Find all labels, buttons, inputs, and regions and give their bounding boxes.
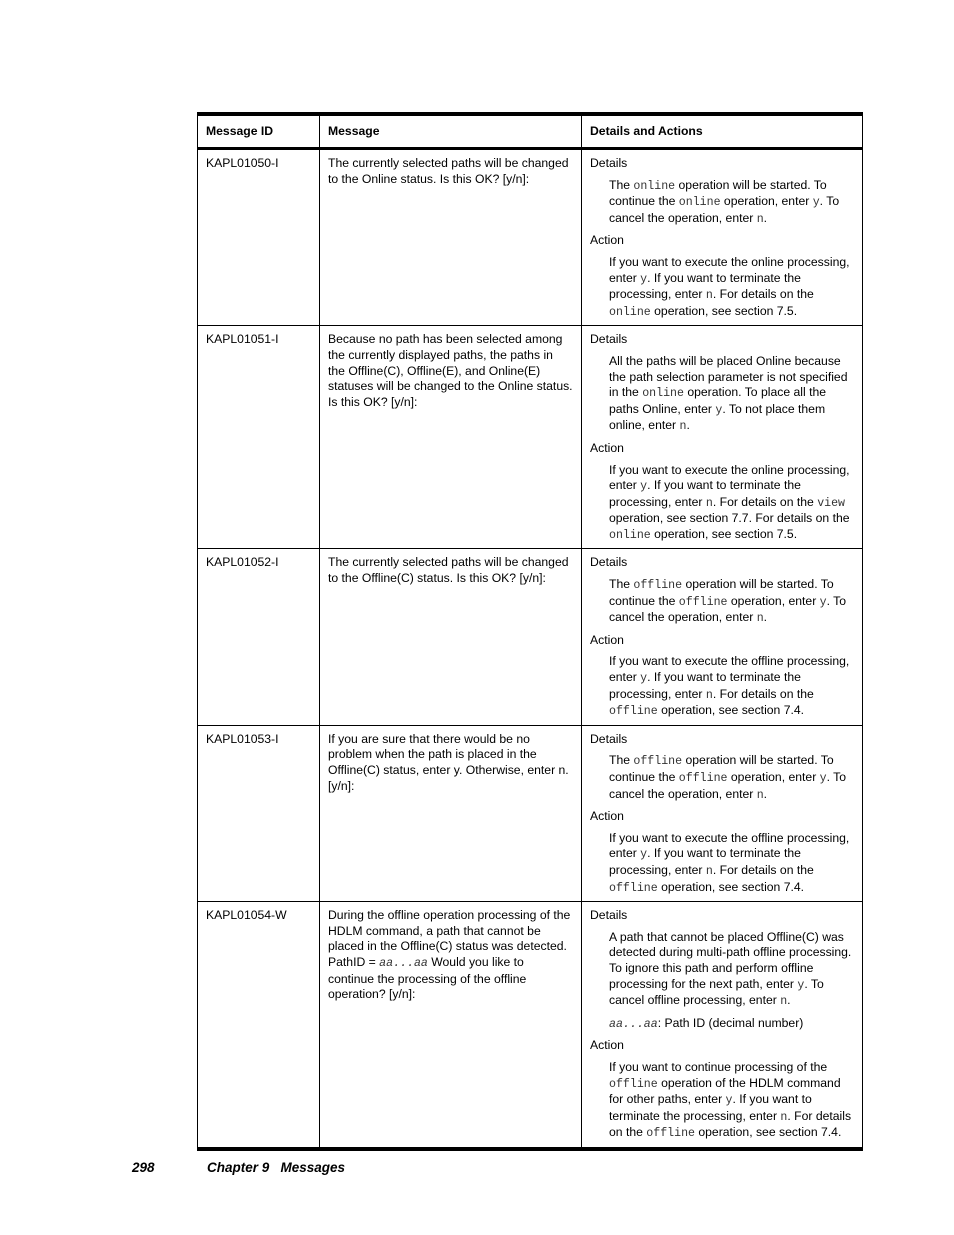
- details-actions-cell: [582, 902, 863, 1149]
- messages-table: [197, 112, 863, 1151]
- header-message-id: Message ID: [198, 114, 320, 149]
- action-label: Action: [590, 809, 624, 824]
- action-text: If you want to execute the offline processing, enter y. If you want to terminate the processing, enter n. For details on the offline operation, see section 7.4.: [609, 654, 850, 719]
- details-label: Details: [590, 555, 628, 570]
- details-label: Details: [590, 908, 628, 923]
- message-text-cell: The currently selected paths will be changed to the Online status. Is this OK? [y/n]:: [320, 149, 582, 326]
- table-header-row: [198, 114, 863, 149]
- message-id-cell: KAPL01052-I: [198, 549, 320, 725]
- action-text: If you want to execute the offline processing, enter y. If you want to terminate the processing, enter n. For details on the offline operation, see section 7.4.: [609, 830, 850, 895]
- details-text: All the paths will be placed Online because the path selection parameter is not specified in the online operation. To place all the paths Online, enter y. To not place them online, enter n.: [609, 353, 848, 434]
- action-text: If you want to continue processing of the offline operation of the HDLM command for other paths, enter y. If you want to terminate the processing, enter n. For details on the offline operation, see section 7.4.: [609, 1059, 852, 1141]
- header-message: Message: [320, 114, 582, 149]
- message-id-cell: KAPL01054-W: [198, 902, 320, 1149]
- action-label: Action: [590, 1038, 624, 1053]
- chapter-title: Chapter 9 Messages: [207, 1160, 346, 1175]
- action-text: If you want to execute the online processing, enter y. If you want to terminate the processing, enter n. For details on the view operation, see section 7.7. For details on the online operation, see section 7.5.: [609, 462, 850, 542]
- table-row: [198, 725, 863, 901]
- page-number: 298: [132, 1160, 155, 1175]
- table-row: [198, 902, 863, 1149]
- table-row: [198, 549, 863, 725]
- message-id-cell: KAPL01050-I: [198, 149, 320, 326]
- details-actions-cell: [582, 326, 863, 549]
- details-text: A path that cannot be placed Offline(C) was detected during multi-path offline processing. To ignore this path and perform offline processing for the next path, enter y. To cancel offline processing, enter n.: [609, 929, 852, 1009]
- action-label: Action: [590, 632, 624, 647]
- details-label: Details: [590, 332, 628, 347]
- details-text: The offline operation will be started. To continue the offline operation, enter y. To cancel the operation, enter n.: [609, 753, 847, 802]
- message-text-cell: If you are sure that there would be no problem when the path is placed in the Offline(C) status, enter y. Otherwise, enter n. [y/n]:: [320, 725, 582, 901]
- message-text-cell: During the offline operation processing of the HDLM command, a path that cannot be placed in the Offline(C) status was detected. PathID = aa...aa Would you like to continue the processing of the offline operation? [y/n]:: [320, 902, 582, 1149]
- details-label: Details: [590, 156, 628, 170]
- details-label: Details: [590, 731, 628, 746]
- action-label: Action: [590, 233, 624, 248]
- details-actions-cell: [582, 549, 863, 725]
- message-text-cell: Because no path has been selected among the currently displayed paths, the paths in the Offline(C), Offline(E), and Online(E) statuses will be changed to the Online status. Is this OK? [y/n]:: [320, 326, 582, 549]
- message-id-cell: KAPL01053-I: [198, 725, 320, 901]
- details-actions-cell: [582, 149, 863, 326]
- table-row: [198, 326, 863, 549]
- details-text: The offline operation will be started. To continue the offline operation, enter y. To cancel the operation, enter n.: [609, 577, 847, 626]
- action-text: If you want to execute the online processing, enter y. If you want to terminate the processing, enter n. For details on the online operation, see section 7.5.: [609, 254, 850, 319]
- details-note: aa...aa: Path ID (decimal number): [609, 1015, 804, 1031]
- details-text: The online operation will be started. To continue the online operation, enter y. To cancel the operation, enter n.: [609, 177, 840, 226]
- action-label: Action: [590, 440, 624, 455]
- message-text-cell: The currently selected paths will be changed to the Offline(C) status. Is this OK? [y/n]:: [320, 549, 582, 725]
- header-details-and-actions: Details and Actions: [582, 114, 863, 149]
- details-actions-cell: [582, 725, 863, 901]
- message-id-cell: KAPL01051-I: [198, 326, 320, 549]
- table-row: [198, 149, 863, 326]
